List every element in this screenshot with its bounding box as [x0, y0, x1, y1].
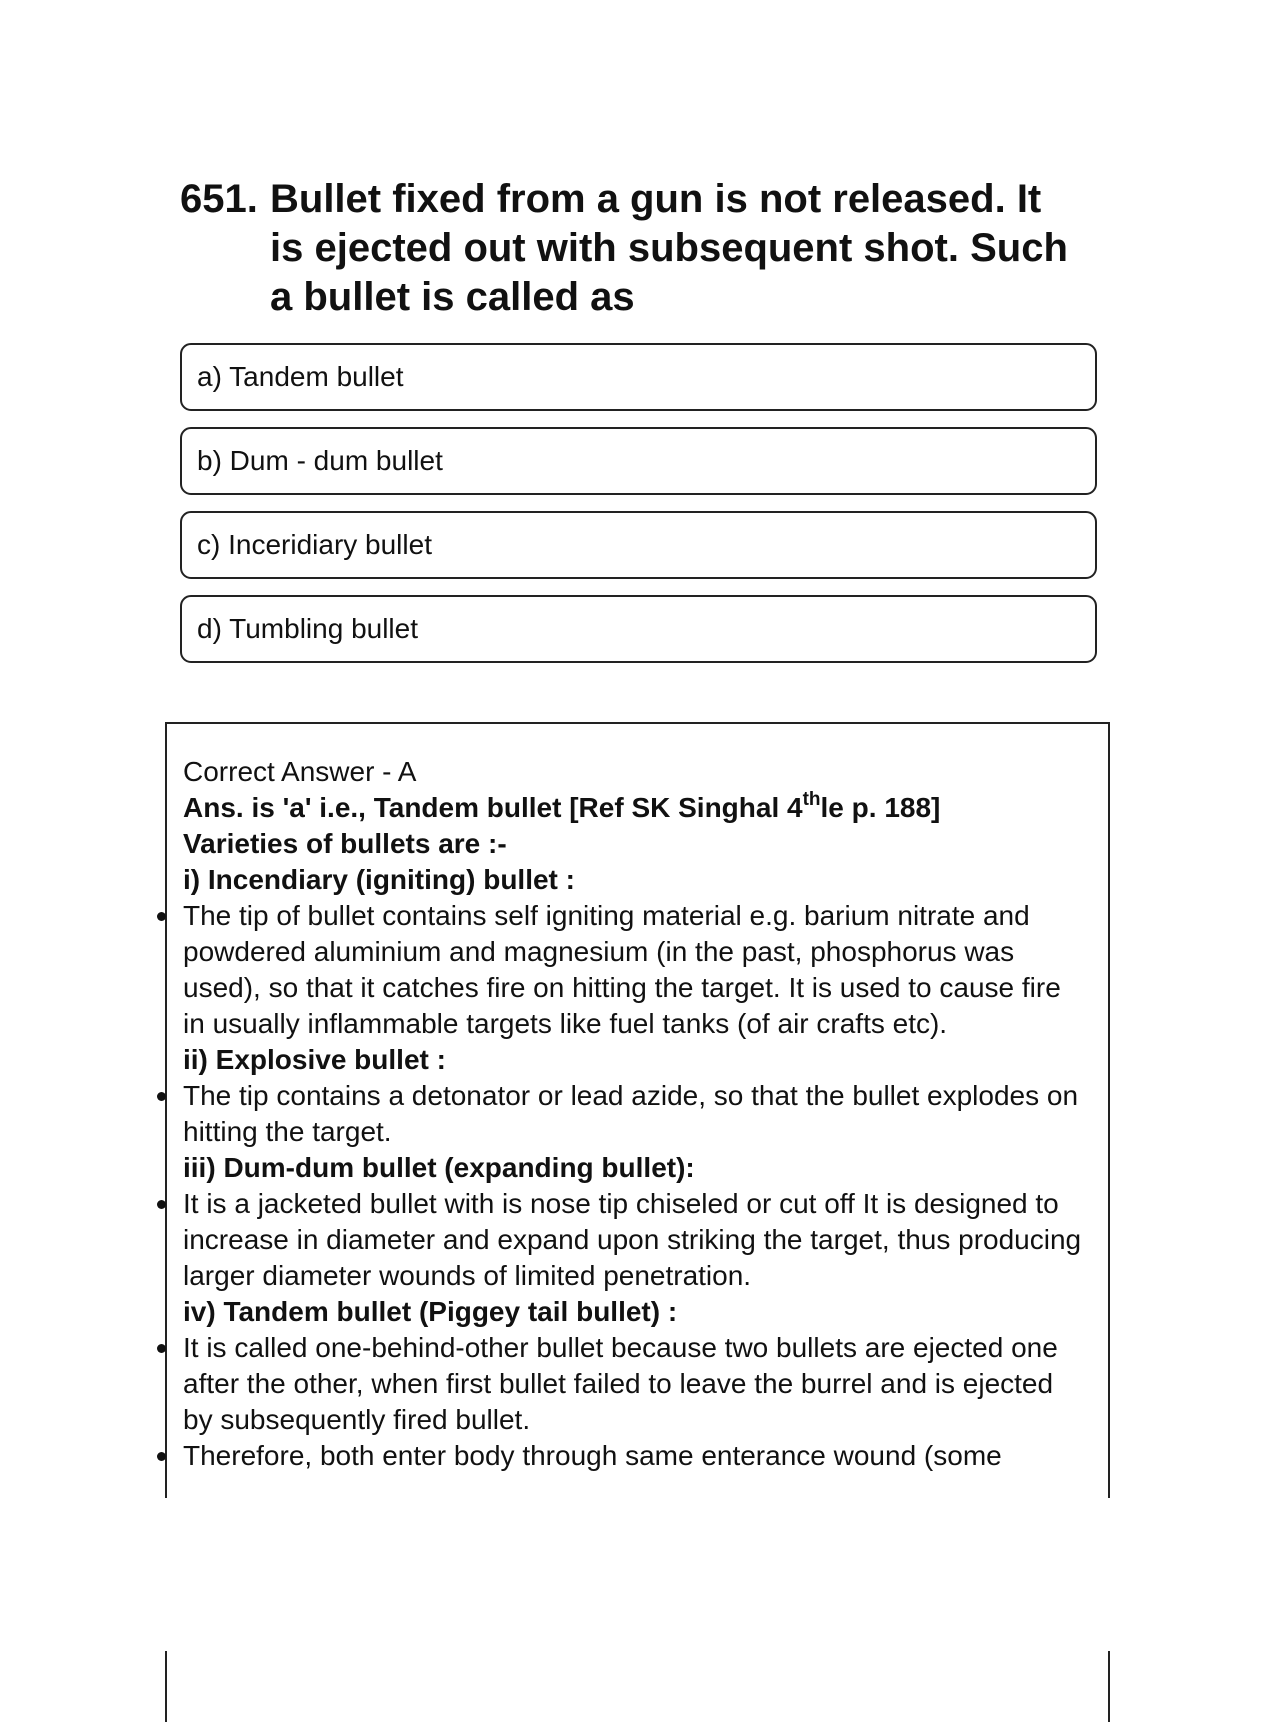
question-number: 651. — [180, 177, 258, 221]
answer-reference — [183, 790, 1088, 826]
question — [180, 175, 1080, 322]
option-b[interactable]: b) Dum - dum bullet — [180, 427, 1097, 495]
bullet-point: The tip of bullet contains self igniting material e.g. barium nitrate and powdered aluminium and magnesium (in the past, phosphorus was used), so that it catches fire on hitting the target. It is used to cause fire in usually inflammable targets like fuel tanks (of air crafts etc). — [183, 898, 1088, 1042]
page-bottom-margin — [0, 1498, 1275, 1651]
bullet-point: The tip contains a detonator or lead azide, so that the bullet explodes on hitting the target. — [183, 1078, 1088, 1150]
options-list — [180, 343, 1097, 679]
answer-reference-sup: th — [802, 789, 821, 810]
option-d[interactable]: d) Tumbling bullet — [180, 595, 1097, 663]
varieties-heading: Varieties of bullets are :- — [183, 828, 507, 859]
bullet-point: It is a jacketed bullet with is nose tip chiseled or cut off It is designed to increase in diameter and expand upon striking the target, thus producing larger diameter wounds of limited penetration. — [183, 1186, 1088, 1294]
answer-reference-page: le p. 188] — [820, 792, 941, 823]
answer-reference-text: Ans. is 'a' i.e., Tandem bullet [Ref SK Singhal 4 — [183, 792, 803, 823]
section-heading-tandem: iv) Tandem bullet (Piggey tail bullet) : — [183, 1296, 678, 1327]
section-heading-dum-dum: iii) Dum-dum bullet (expanding bullet): — [183, 1152, 695, 1183]
section-heading-incendiary: i) Incendiary (igniting) bullet : — [183, 864, 575, 895]
question-text: Bullet fixed from a gun is not released. It is ejected out with subsequent shot. Such a bullet is called as — [270, 177, 1068, 319]
section-heading-explosive: ii) Explosive bullet : — [183, 1044, 446, 1075]
option-a[interactable]: a) Tandem bullet — [180, 343, 1097, 411]
option-c[interactable]: c) Inceridiary bullet — [180, 511, 1097, 579]
bullet-point: Therefore, both enter body through same enterance wound (some — [183, 1438, 1088, 1474]
bullet-point: It is called one-behind-other bullet because two bullets are ejected one after the other, when first bullet failed to leave the burrel and is ejected by subsequently fired bullet. — [183, 1330, 1088, 1438]
correct-answer: Correct Answer - A — [183, 756, 417, 787]
